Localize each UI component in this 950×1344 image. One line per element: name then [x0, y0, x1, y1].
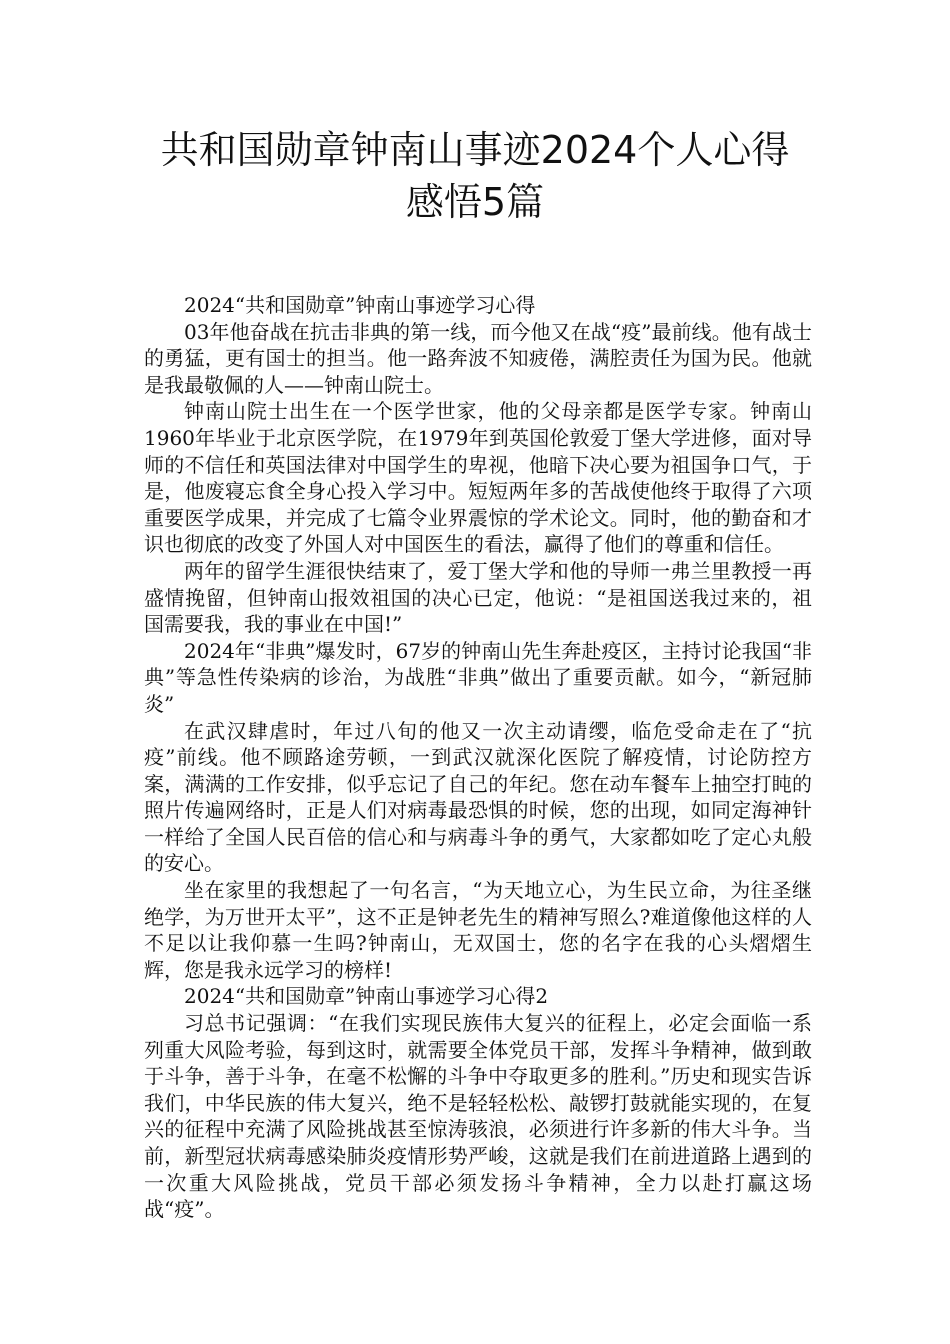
paragraph: 钟南山院士出生在一个医学世家，他的父母亲都是医学专家。钟南山1960年毕业于北京医学院，在1979年到英国伦敦爱丁堡大学进修，面对导师的不信任和英国法律对中国学生的卑视，他暗下决心要为祖国争口气，于是，他废寝忘食全身心投入学习中。短短两年多的苦战使他终于取得了六项重要医学成果，并完成了七篇令业界震惊的学术论文。同时，他的勤奋和才识也彻底的改变了外国人对中国医生的看法，赢得了他们的尊重和信任。: [144, 399, 812, 557]
paragraph: 在武汉肆虐时，年过八旬的他又一次主动请缨，临危受命走在了“抗疫”前线。他不顾路途劳顿，一到武汉就深化医院了解疫情，讨论防控方案，满满的工作安排，似乎忘记了自己的年纪。您在动车餐车上抽空打盹的照片传遍网络时，正是人们对病毒最恐惧的时候，您的出现，如同定海神针一样给了全国人民百倍的信心和与病毒斗争的勇气，大家都如吃了定心丸般的安心。: [144, 718, 812, 876]
title-line-1: 共和国勋章钟南山事迹2024个人心得: [160, 128, 790, 172]
document-title: [100, 124, 850, 228]
paragraph: 03年他奋战在抗击非典的第一线，而今他又在战“疫”最前线。他有战士的勇猛，更有国士的担当。他一路奔波不知疲倦，满腔责任为国为民。他就是我最敬佩的人——钟南山院士。: [144, 319, 812, 397]
document-body: [144, 292, 812, 1223]
title-line-2: 感悟5篇: [405, 180, 545, 224]
paragraph: 两年的留学生涯很快结束了，爱丁堡大学和他的导师一弗兰里教授一再盛情挽留，但钟南山报效祖国的决心已定，他说：“是祖国送我过来的，祖国需要我，我的事业在中国!”: [144, 558, 812, 637]
section-heading-2: 2024“共和国勋章”钟南山事迹学习心得2: [184, 984, 549, 1009]
section-heading-1: 2024“共和国勋章”钟南山事迹学习心得: [184, 293, 536, 317]
paragraph: 习总书记强调：“在我们实现民族伟大复兴的征程上，必定会面临一系列重大风险考验，每到这时，就需要全体党员干部，发挥斗争精神，做到敢于斗争，善于斗争，在毫不松懈的斗争中夺取更多的胜利。”历史和现实告诉我们，中华民族的伟大复兴，绝不是轻轻松松、敲锣打鼓就能实现的，在复兴的征程中充满了风险挑战甚至惊涛骇浪，必须进行许多新的伟大斗争。当前，新型冠状病毒感染肺炎疫情形势严峻，这就是我们在前进道路上遇到的一次重大风险挑战，党员干部必须发扬斗争精神，全力以赴打赢这场战“疫”。: [144, 1011, 812, 1222]
paragraph: 2024年“非典”爆发时，67岁的钟南山先生奔赴疫区，主持讨论我国“非典”等急性传染病的诊治，为战胜“非典”做出了重要贡献。如今，“新冠肺炎”: [144, 638, 812, 716]
paragraph: 坐在家里的我想起了一句名言，“为天地立心，为生民立命，为往圣继绝学，为万世开太平”，这不正是钟老先生的精神写照么?难道像他这样的人不足以让我仰慕一生吗?钟南山，无双国士，您的名字在我的心头熠熠生辉，您是我永远学习的榜样!: [144, 878, 812, 982]
